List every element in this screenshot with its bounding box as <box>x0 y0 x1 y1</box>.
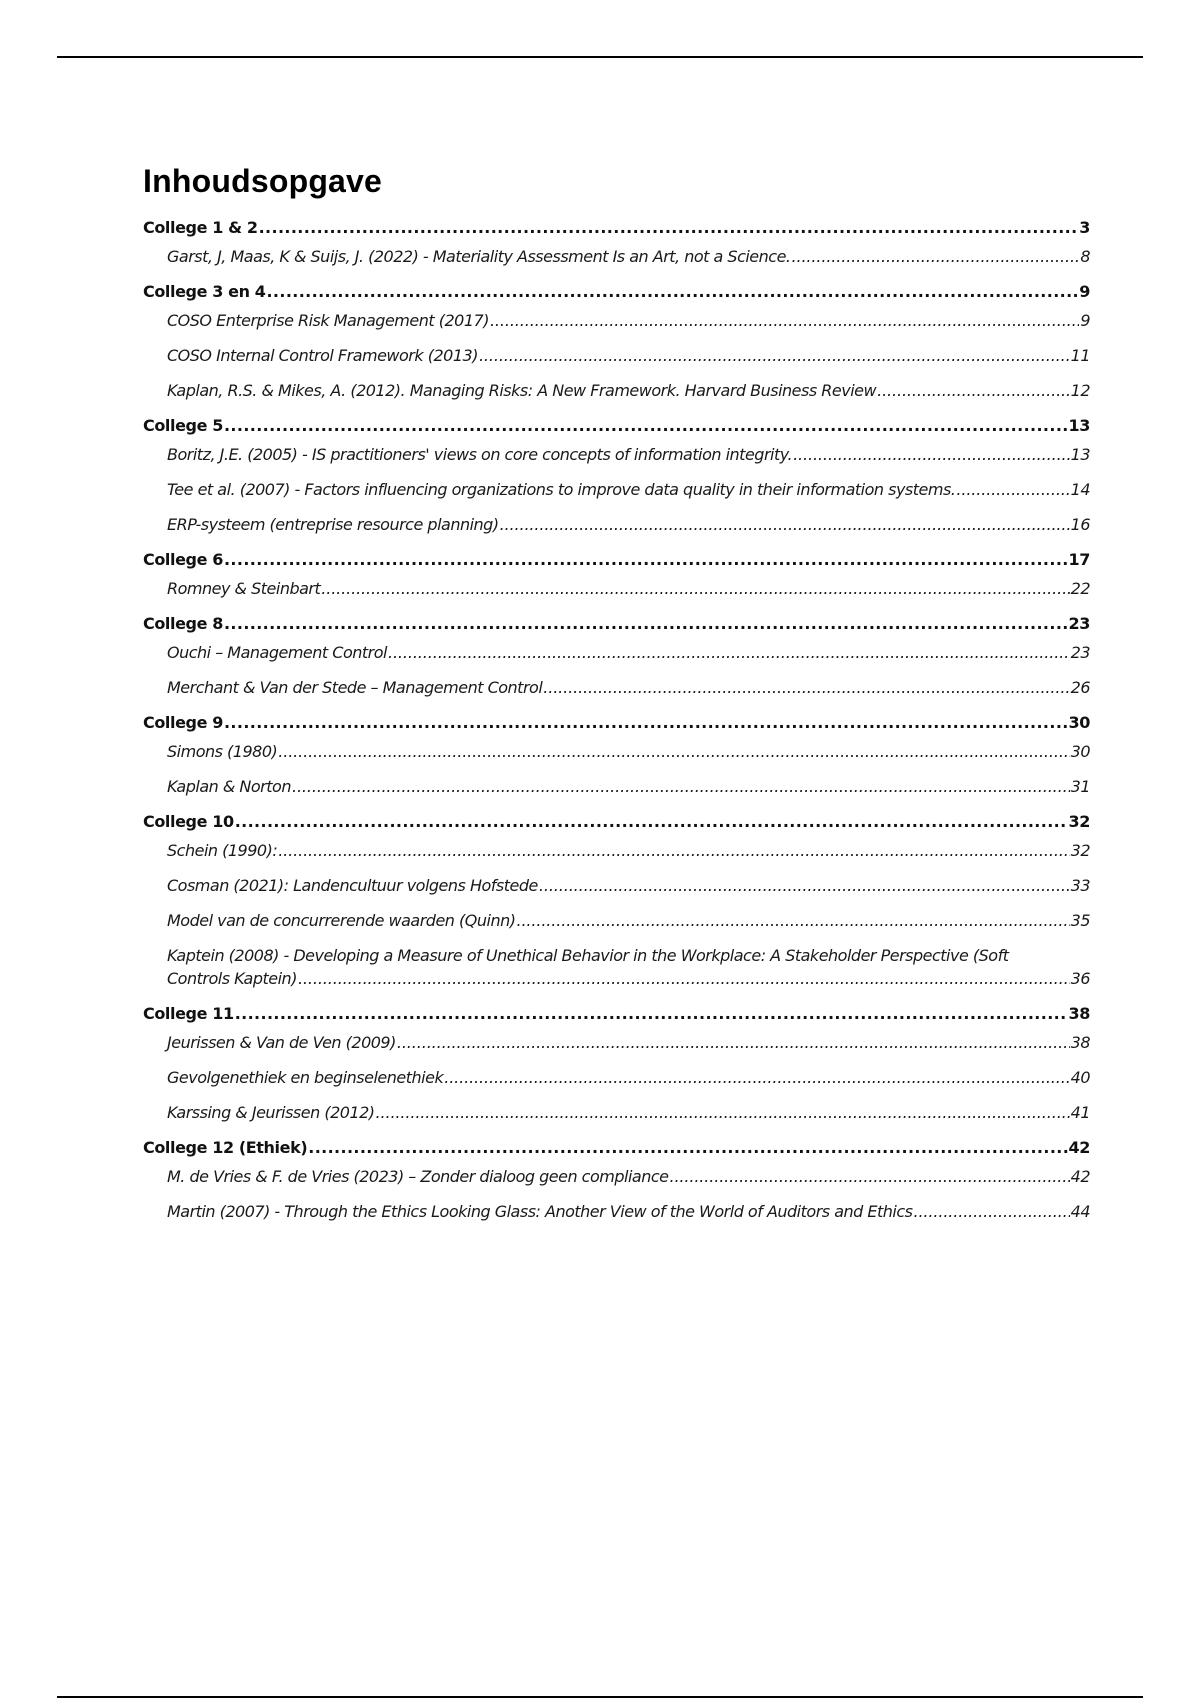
toc-page-number: 23 <box>1068 614 1090 633</box>
toc-leader-dots <box>224 416 1068 435</box>
toc-item-title: Jeurissen & Van de Ven (2009) <box>167 1033 396 1052</box>
table-of-contents <box>143 163 1090 1237</box>
toc-item-title: Cosman (2021): Landencultuur volgens Hofstede <box>167 876 538 895</box>
toc-page-number: 41 <box>1070 1103 1090 1122</box>
toc-leader-dots <box>298 969 1070 988</box>
toc-item-title: Kaplan & Norton <box>167 777 291 796</box>
toc-page-number: 13 <box>1070 445 1090 464</box>
toc-section-entry[interactable] <box>143 282 1090 301</box>
toc-leader-dots <box>516 911 1069 930</box>
toc-section-title: College 12 (Ethiek) <box>143 1138 308 1157</box>
toc-item-entry[interactable] <box>167 311 1090 330</box>
toc-leader-dots <box>292 777 1070 796</box>
toc-page-number: 32 <box>1068 812 1090 831</box>
toc-item-title: Kaptein (2008) - Developing a Measure of Unethical Behavior in the Workplace: A Stakeholder Perspective (Soft <box>167 946 1009 965</box>
toc-item-entry[interactable] <box>167 445 1090 464</box>
toc-item-title: COSO Enterprise Risk Management (2017) <box>167 311 489 330</box>
toc-item-title: Karssing & Jeurissen (2012) <box>167 1103 375 1122</box>
toc-item-entry[interactable] <box>167 876 1090 895</box>
toc-page-number: 17 <box>1068 550 1090 569</box>
toc-page-number: 14 <box>1070 480 1090 499</box>
toc-section-entry[interactable] <box>143 1004 1090 1023</box>
toc-item-title: Martin (2007) - Through the Ethics Looking Glass: Another View of the World of Auditors and Ethics <box>167 1202 913 1221</box>
toc-leader-dots <box>224 614 1068 633</box>
toc-leader-dots <box>490 311 1079 330</box>
toc-leader-dots <box>956 480 1069 499</box>
toc-item-entry[interactable] <box>167 1103 1090 1122</box>
toc-leader-dots <box>266 282 1078 301</box>
toc-section-title: College 11 <box>143 1004 234 1023</box>
toc-leader-dots <box>278 841 1069 860</box>
footer-rule <box>57 1696 1143 1698</box>
toc-item-entry[interactable] <box>167 1033 1090 1052</box>
toc-item-entry[interactable] <box>167 1167 1090 1186</box>
toc-page-number: 9 <box>1079 282 1090 301</box>
toc-item-title: Boritz, J.E. (2005) - IS practitioners' views on core concepts of information integrity. <box>167 445 793 464</box>
toc-leader-dots <box>669 1167 1069 1186</box>
toc-page-number: 13 <box>1068 416 1090 435</box>
toc-leader-dots <box>444 1068 1069 1087</box>
toc-page-number: 8 <box>1080 247 1090 266</box>
toc-section-title: College 9 <box>143 713 223 732</box>
toc-section-entry[interactable] <box>143 614 1090 633</box>
toc-item-title: Gevolgenethiek en beginselenethiek <box>167 1068 444 1087</box>
toc-page-number: 9 <box>1080 311 1090 330</box>
toc-section-title: College 3 en 4 <box>143 282 266 301</box>
toc-page-number: 23 <box>1070 643 1090 662</box>
toc-leader-dots <box>479 346 1070 365</box>
toc-page-number: 11 <box>1070 346 1090 365</box>
toc-page-number: 40 <box>1070 1068 1090 1087</box>
toc-page-number: 16 <box>1070 515 1090 534</box>
toc-item-entry[interactable] <box>167 247 1090 266</box>
toc-leader-dots <box>224 713 1068 732</box>
toc-item-entry[interactable] <box>167 946 1090 988</box>
toc-item-entry[interactable] <box>167 742 1090 761</box>
toc-leader-dots <box>321 579 1069 598</box>
toc-item-entry[interactable] <box>167 480 1090 499</box>
toc-leader-dots <box>259 218 1079 237</box>
toc-item-title: COSO Internal Control Framework (2013) <box>167 346 478 365</box>
toc-leader-dots <box>308 1138 1067 1157</box>
toc-item-title: Garst, J, Maas, K & Suijs, J. (2022) - Materiality Assessment Is an Art, not a Science. <box>167 247 791 266</box>
toc-leader-dots <box>388 643 1070 662</box>
toc-page-number: 36 <box>1070 969 1090 988</box>
toc-item-entry[interactable] <box>167 1068 1090 1087</box>
toc-section-title: College 10 <box>143 812 234 831</box>
toc-section-entry[interactable] <box>143 416 1090 435</box>
toc-item-title-continued: Controls Kaptein) <box>167 969 297 988</box>
toc-section-entry[interactable] <box>143 713 1090 732</box>
toc-item-title: ERP-systeem (entreprise resource planning) <box>167 515 499 534</box>
toc-item-entry[interactable] <box>167 346 1090 365</box>
toc-heading: Inhoudsopgave <box>143 163 383 199</box>
toc-leader-dots <box>539 876 1070 895</box>
toc-item-title: Ouchi – Management Control <box>167 643 387 662</box>
toc-leader-dots <box>913 1202 1069 1221</box>
toc-page-number: 44 <box>1070 1202 1090 1221</box>
toc-item-entry[interactable] <box>167 777 1090 796</box>
toc-page-number: 31 <box>1070 777 1090 796</box>
toc-leader-dots <box>793 445 1070 464</box>
toc-page-number: 30 <box>1068 713 1090 732</box>
toc-item-entry[interactable] <box>167 381 1090 400</box>
toc-item-title: Model van de concurrerende waarden (Quinn) <box>167 911 516 930</box>
toc-page-number: 38 <box>1068 1004 1090 1023</box>
toc-item-entry[interactable] <box>167 515 1090 534</box>
toc-leader-dots <box>397 1033 1070 1052</box>
toc-page-number: 12 <box>1070 381 1090 400</box>
toc-item-title: Schein (1990): <box>167 841 278 860</box>
toc-page-number: 32 <box>1070 841 1090 860</box>
toc-list <box>143 218 1090 1221</box>
toc-leader-dots <box>235 812 1068 831</box>
toc-item-title: Merchant & Van der Stede – Management Control <box>167 678 543 697</box>
toc-item-entry[interactable] <box>167 678 1090 697</box>
toc-item-title: Romney & Steinbart <box>167 579 321 598</box>
toc-page-number: 3 <box>1079 218 1090 237</box>
toc-item-title: Kaplan, R.S. & Mikes, A. (2012). Managing Risks: A New Framework. Harvard Business Review <box>167 381 877 400</box>
toc-item-title: Tee et al. (2007) - Factors influencing organizations to improve data quality in their information systems. <box>167 480 956 499</box>
toc-section-entry[interactable] <box>143 812 1090 831</box>
toc-page-number: 26 <box>1070 678 1090 697</box>
toc-leader-dots <box>877 381 1070 400</box>
toc-item-title: Simons (1980) <box>167 742 278 761</box>
toc-section-entry[interactable] <box>143 218 1090 237</box>
toc-section-entry[interactable] <box>143 1138 1090 1157</box>
toc-section-title: College 5 <box>143 416 223 435</box>
toc-page-number: 42 <box>1070 1167 1090 1186</box>
toc-page-number: 38 <box>1070 1033 1090 1052</box>
toc-page-number: 35 <box>1070 911 1090 930</box>
toc-item-entry[interactable] <box>167 579 1090 598</box>
toc-page-number: 42 <box>1068 1138 1090 1157</box>
toc-item-entry[interactable] <box>167 643 1090 662</box>
toc-page-number: 33 <box>1070 876 1090 895</box>
toc-page-number: 30 <box>1070 742 1090 761</box>
toc-leader-dots <box>792 247 1080 266</box>
toc-leader-dots <box>224 550 1068 569</box>
toc-leader-dots <box>278 742 1069 761</box>
toc-leader-dots <box>543 678 1069 697</box>
toc-leader-dots <box>376 1103 1070 1122</box>
toc-section-title: College 1 & 2 <box>143 218 258 237</box>
toc-section-entry[interactable] <box>143 550 1090 569</box>
toc-leader-dots <box>500 515 1070 534</box>
toc-leader-dots <box>235 1004 1068 1023</box>
toc-item-entry[interactable] <box>167 1202 1090 1221</box>
toc-section-title: College 6 <box>143 550 223 569</box>
toc-item-title: M. de Vries & F. de Vries (2023) – Zonder dialoog geen compliance <box>167 1167 669 1186</box>
toc-item-entry[interactable] <box>167 911 1090 930</box>
header-rule <box>57 56 1143 58</box>
toc-page-number: 22 <box>1070 579 1090 598</box>
toc-item-entry[interactable] <box>167 841 1090 860</box>
toc-section-title: College 8 <box>143 614 223 633</box>
